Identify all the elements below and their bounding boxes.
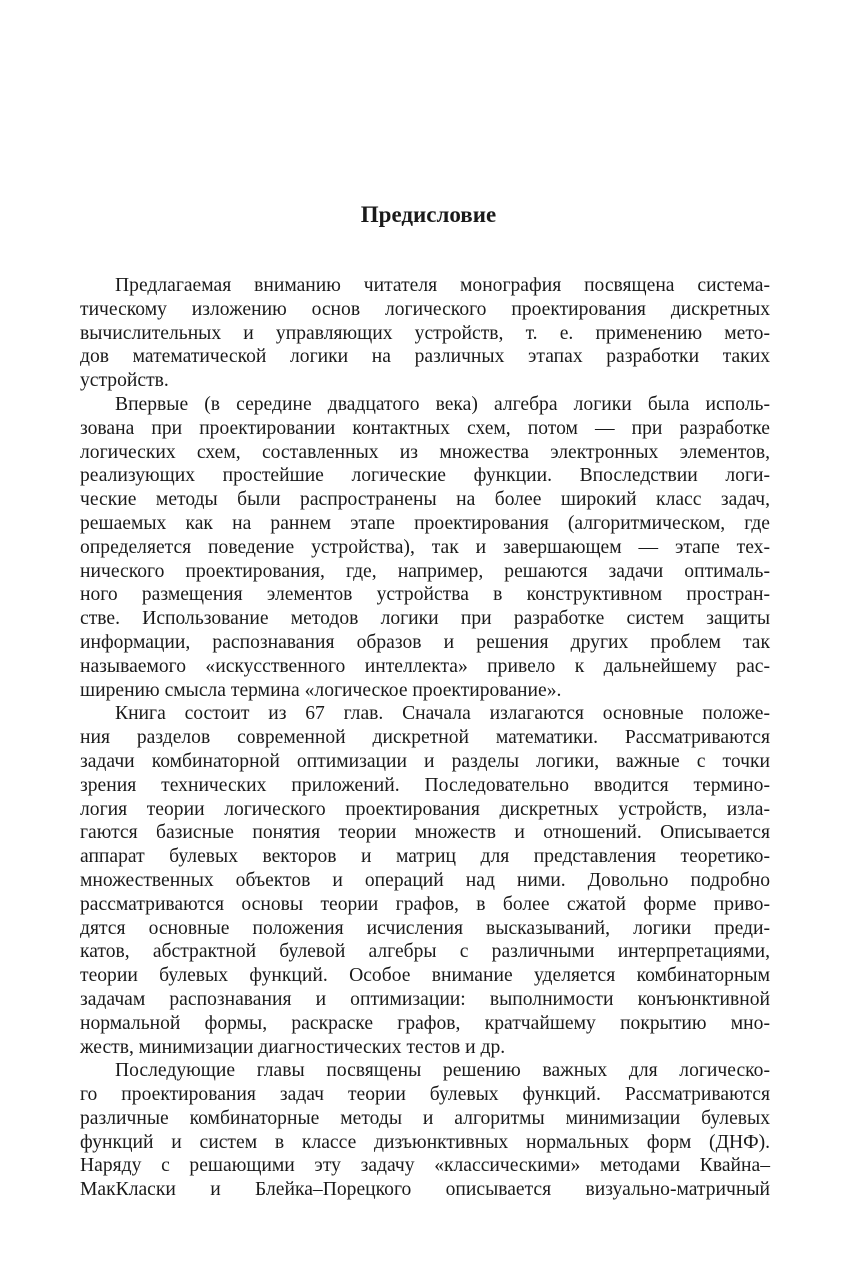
text-line: ния разделов современной дискретной математики. Рассматриваются <box>80 727 770 749</box>
text-line: множественных объектов и операций над ними. Довольно подробно <box>80 869 770 891</box>
body-text <box>80 274 770 1202</box>
text-line: катов, абстрактной булевой алгебры с различными интерпретациями, <box>80 941 770 963</box>
text-line: различные комбинаторные методы и алгоритмы минимизации булевых <box>80 1107 770 1129</box>
text-line: вычислительных и управляющих устройств, т. е. применению мето- <box>80 322 770 344</box>
text-line: нормальной формы, раскраске графов, кратчайшему покрытию мно- <box>80 1012 770 1034</box>
page-title: Предисловие <box>360 202 497 227</box>
text-line: Впервые (в середине двадцатого века) алгебра логики была исполь- <box>115 393 770 415</box>
text-line: теории булевых функций. Особое внимание уделяется комбинаторным <box>80 965 770 987</box>
text-line: называемого «искусственного интеллекта» привело к дальнейшему рас- <box>80 655 770 677</box>
text-line: определяется поведение устройства), так и завершающем — этапе тех- <box>80 536 770 558</box>
text-line: реализующих простейшие логические функции. Впоследствии логи- <box>80 465 770 487</box>
text-line: Предлагаемая вниманию читателя монография посвящена система- <box>115 275 770 296</box>
text-line: аппарат булевых векторов и матриц для представления теоретико- <box>80 846 770 868</box>
text-line: задачи комбинаторной оптимизации и разделы логики, важные с точки <box>80 750 770 772</box>
text-line: жеств, минимизации диагностических тестов и др. <box>80 1036 506 1058</box>
text-line: го проектирования задач теории булевых функций. Рассматриваются <box>80 1084 770 1106</box>
text-line: Наряду с решающими эту задачу «классическими» методами Квайна– <box>80 1155 770 1177</box>
text-line: логия теории логического проектирования дискретных устройств, изла- <box>80 798 770 820</box>
text-line: ного размещения элементов устройства в конструктивном простран- <box>80 584 770 606</box>
text-line: решаемых как на раннем этапе проектирования (алгоритмическом, где <box>80 512 770 534</box>
text-line: МакКласки и Блейка–Порецкого описывается визуально-матричный <box>80 1179 770 1201</box>
text-line: зована при проектировании контактных схем, потом — при разработке <box>80 417 770 439</box>
text-line: рассматриваются основы теории графов, в более сжатой форме приво- <box>80 893 770 915</box>
text-line: информации, распознавания образов и решения других проблем так <box>80 631 770 653</box>
text-line: Книга состоит из 67 глав. Сначала излагаются основные положе- <box>115 703 770 725</box>
text-line: ческие методы были распространены на более широкий класс задач, <box>80 489 770 511</box>
text-line: Последующие главы посвящены решению важных для логическо- <box>115 1060 770 1082</box>
text-line: нического проектирования, где, например, решаются задачи оптималь- <box>80 560 770 582</box>
text-line: ширению смысла термина «логическое проектирование». <box>80 679 562 701</box>
text-line: стве. Использование методов логики при разработке систем защиты <box>80 608 770 630</box>
text-line: задачам распознавания и оптимизации: выполнимости конъюнктивной <box>80 988 770 1010</box>
text-line: дов математической логики на различных этапах разработки таких <box>80 346 770 368</box>
text-line: функций и систем в классе дизъюнктивных нормальных форм (ДНФ). <box>80 1131 770 1153</box>
text-line: гаются базисные понятия теории множеств и отношений. Описывается <box>80 822 770 844</box>
text-line: зрения технических приложений. Последовательно вводится термино- <box>80 774 770 796</box>
text-line: тическому изложению основ логического проектирования дискретных <box>80 298 770 320</box>
text-line: логических схем, составленных из множества электронных элементов, <box>80 441 770 463</box>
text-line: дятся основные положения исчисления высказываний, логики преди- <box>80 917 770 939</box>
text-line: устройств. <box>80 370 169 392</box>
